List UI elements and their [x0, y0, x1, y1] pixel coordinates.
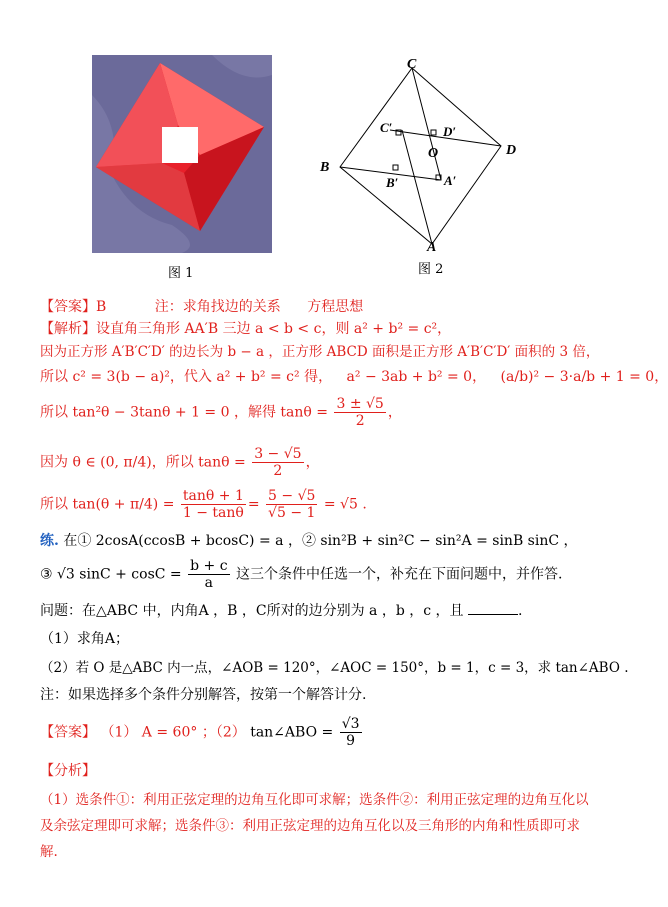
figure-1 — [92, 55, 272, 253]
exercise-line-3 — [40, 600, 522, 620]
answer-2 — [40, 716, 364, 749]
label-B: B — [320, 160, 330, 175]
analysis-1-text-3a: 所以 c² = 3(b − a)²，代入 a² + b² = c² 得， — [40, 369, 333, 385]
answer-2-part-1: （1） A = 60° ；（2） — [100, 724, 246, 741]
analysis-1-text-6b: = √5 . — [323, 496, 367, 513]
answer-2-tag: 【答案】 — [40, 724, 96, 741]
exercise-line-1 — [40, 530, 578, 550]
exercise-text-2a: ③ √3 sinC + cosC = — [40, 566, 182, 583]
analysis-1-text-5a: 因为 θ ∈ (0, π/4)，所以 tanθ = — [40, 454, 246, 471]
analysis-1-text-6a: 所以 tan(θ + π/4) = — [40, 496, 175, 513]
analysis-1-tag: 【解析】 — [40, 321, 96, 337]
exercise-text-1: 在① 2cosA(ccosB + bcosC) = a ，② sin²B + sin²C − sin²A = sinB sinC ， — [63, 533, 578, 549]
label-A-prime: A′ — [444, 173, 457, 188]
question-2: （2）若 O 是△ABC 内一点，∠AOB = 120°，∠AOC = 150°，b = 1，c = 3，求 tan∠ABO . — [40, 660, 629, 676]
question-1: （1）求角A； — [40, 631, 130, 647]
answer-1-tag: 【答案】 — [40, 299, 96, 315]
fraction-tan-solutions: $\frac{3 \pm √5}{2}$ — [336, 396, 384, 429]
label-D-prime: D′ — [443, 124, 457, 139]
answer-1-value: B — [96, 299, 107, 315]
analysis-1-text-3b: a² − 3ab + b² = 0， — [346, 369, 487, 385]
label-O: O — [428, 146, 439, 161]
label-C-prime: C′ — [380, 120, 393, 135]
answer-1-note: 注：求角找边的关系 — [154, 299, 281, 315]
label-D: D — [506, 143, 517, 158]
analysis-1-line-4: 所以 tan²θ − 3tanθ + 1 = 0 ，解得 tanθ = $\frac{3 \pm √5}{2}$ ， — [40, 396, 402, 429]
analysis-2-line-1: （1）选条件①：利用正弦定理的边角互化即可求解；选条件②：利用正弦定理的边角互化以 — [40, 792, 589, 808]
answer-blank[interactable] — [468, 602, 518, 615]
fraction-answer-2: $\frac{√3}{9}$ — [341, 716, 360, 749]
exercise-line-2 — [40, 558, 562, 591]
analysis-2-line-3: 解. — [40, 844, 58, 860]
fraction-tan-sum-1: $\frac{\tan\theta + 1}{1 - \tan\theta}$ — [182, 488, 244, 521]
figure-2-caption: 图 2 — [418, 262, 444, 277]
label-C: C — [407, 57, 417, 72]
fraction-tan-sum-2: $\frac{5 - √5}{√5 - 1}$ — [268, 488, 316, 521]
answer-1 — [40, 296, 363, 316]
label-B-prime: B′ — [386, 175, 399, 190]
analysis-1-text-3c: (a/b)² − 3·a/b + 1 = 0， — [500, 369, 668, 385]
exercise-note: 注：如果选择多个条件分别解答，按第一个解答计分. — [40, 687, 367, 703]
analysis-1-text-4a: 所以 tan²θ − 3tanθ + 1 = 0 ，解得 tanθ = — [40, 404, 329, 421]
label-A: A — [427, 240, 437, 255]
analysis-1-line-1 — [40, 318, 451, 338]
analysis-2-tag: 【分析】 — [40, 763, 96, 779]
fraction-condition-3: $\frac{b + c}{a}$ — [190, 558, 228, 591]
exercise-text-2b: 这三个条件中任选一个，补充在下面问题中，并作答. — [236, 566, 563, 583]
exercise-tag: 练. — [40, 533, 59, 549]
answer-2-part-2: tan∠ABO = — [250, 724, 334, 741]
fraction-tan-value: $\frac{3 - √5}{2}$ — [254, 446, 302, 479]
analysis-1-text-1: 设直角三角形 AA′B 三边 a < b < c，则 a² + b² = c²， — [96, 321, 452, 337]
answer-1-note2: 方程思想 — [307, 299, 364, 315]
figure-1-caption: 图 1 — [168, 266, 194, 281]
figure-2 — [318, 50, 528, 260]
exercise-text-3: 问题：在△ABC 中，内角A ，B ，C所对的边分别为 a ，b ，c ，且 — [40, 603, 464, 619]
analysis-1-line-3 — [40, 366, 668, 386]
analysis-1-line-2: 因为正方形 A′B′C′D′ 的边长为 b − a ，正方形 ABCD 面积是正方形 A′B′C′D′ 面积的 3 倍， — [40, 344, 600, 360]
analysis-1-line-5: 因为 θ ∈ (0, π/4)，所以 tanθ = $\frac{3 - √5}{2}$ ， — [40, 446, 320, 479]
analysis-1-line-6: 所以 tan(θ + π/4) = $\frac{\tan\theta + 1}{1 - \tan\theta}$ = $\frac{5 - √5}{√5 - 1}$ = √5 . — [40, 488, 367, 521]
exercise-text-3-end: . — [518, 603, 523, 619]
figure-1-graphic — [92, 55, 272, 253]
figure-2-graphic — [318, 50, 528, 260]
analysis-2-line-2: 及余弦定理即可求解；选条件③：利用正弦定理的边角互化以及三角形的内角和性质即可求 — [40, 818, 580, 834]
